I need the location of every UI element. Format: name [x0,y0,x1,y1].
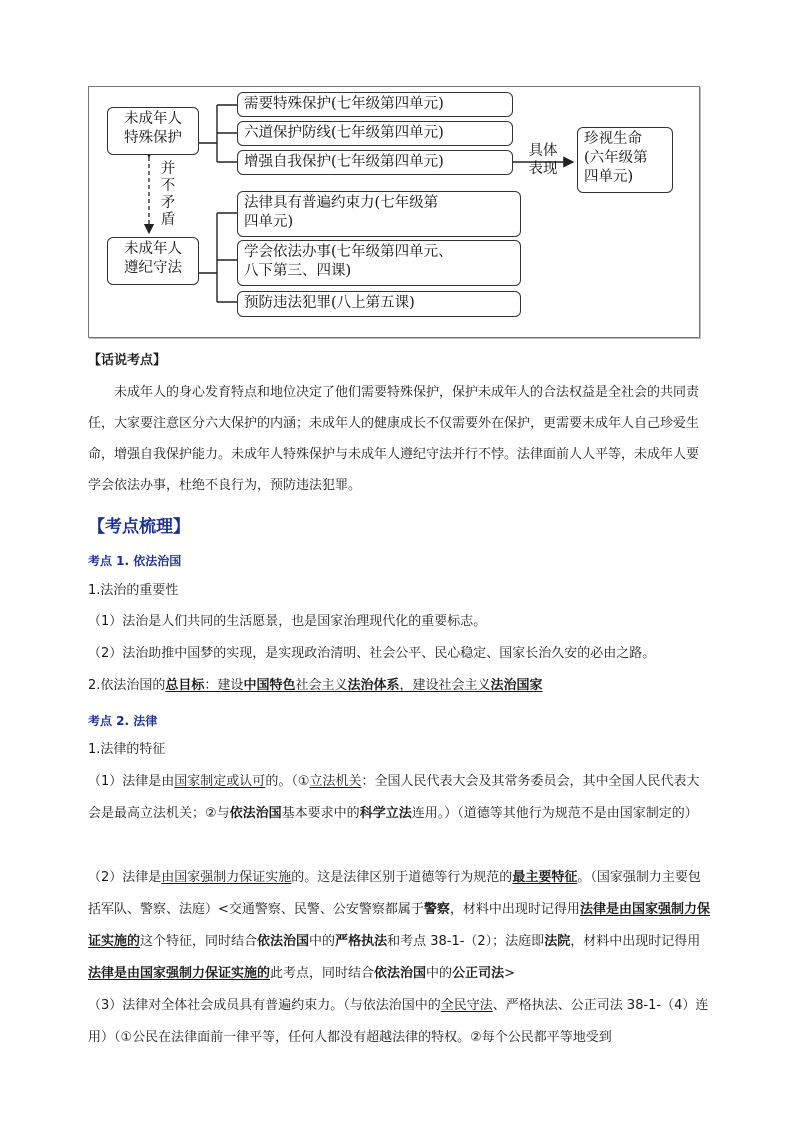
huashuo-heading: 【话说考点】 [88,353,167,368]
overall-goal: 2.依法治国的总目标：建设中国特色社会主义法治体系，建设社会主义法治国家 [88,678,543,693]
specific-manifestation-label: 具体 表现 [528,143,558,177]
node-special-protection: 未成年人 特殊保护 [107,107,199,155]
law-feature-3: （3）法律对全体社会成员具有普遍约束力。（与依法治国中的全民守法、严格执法、公正司法 38-1-（4）连用）（①公民在法律面前一律平等，任何人都没有超越法律的特权。②每个公民都平等地受到 [88,998,709,1045]
concept-diagram [88,86,700,338]
node-act-by-law: 学会依法办事(七年级第四单元、 八下第三、四课) [237,240,521,286]
point-1-1: （1）法治是人们共同的生活愿景，也是国家治理现代化的重要标志。 [88,614,487,629]
node-law-binding: 法律具有普遍约束力(七年级第 四单元) [237,191,521,237]
node-prevent-crime: 预防违法犯罪(八上第五课) [237,291,521,317]
point-1-2: （2）法治助推中国梦的实现，是实现政治清明、社会公平、民心稳定、国家长治久安的必由之路。 [88,646,656,661]
rule-of-law-importance: 1.法治的重要性 [88,583,179,598]
top-bracket [199,105,237,162]
kaodian-2-title: 考点 2. 法律 [88,714,158,728]
kaodian-1-title: 考点 1. 依法治国 [88,554,182,568]
huashuo-paragraph: 未成年人的身心发育特点和地位决定了他们需要特殊保护，保护未成年人的合法权益是全社会的共同责任，大家要注意区分六大保护的内涵；未成年人的健康成长不仅需要外在保护，更需要未成年人自己珍爱生命，增强自我保护能力。未成年人特殊保护与未成年人遵纪守法并行不悖。法律面前人人平等，未成年人要学会依法办事，杜绝不良行为，预防违法犯罪。 [88,385,700,493]
bottom-bracket [199,213,237,302]
section-title: 【考点梳理】 [88,517,190,537]
node-six-protection-lines: 六道保护防线(七年级第四单元) [237,121,513,146]
law-features: 1.法律的特征 [88,742,166,757]
law-feature-2: （2）法律是由国家强制力保证实施的。这是法律区别于道德等行为规范的最主要特征。（国家强制力主要包括军队、警察、法庭）<交通警察、民警、公安警察都属于警察，材料中出现时记得用法律是由国家强制力保证实施的这个特征，同时结合依法治国中的严格执法和考点 38-1-（2）；法庭即法院，材料中出现时记得用法律是由国家强制力保证实施的此考点，同时结合依法治国中的公正司法> [88,870,710,981]
node-law-abiding: 未成年人 遵纪守法 [107,237,199,285]
node-need-special-protection: 需要特殊保护(七年级第四单元) [237,92,513,117]
not-contradictory-label: 并不矛盾 [160,161,176,228]
node-cherish-life: 珍视生命 (六年级第 四单元) [577,127,673,193]
law-feature-1: （1）法律是由国家制定或认可的。（①立法机关：全国人民代表大会及其常务委员会，其中全国人民代表大会是最高立法机关；②与依法治国基本要求中的科学立法连用。）（道德等其他行为规范不是由国家制定的） [88,774,700,821]
node-self-protection: 增强自我保护(七年级第四单元) [237,150,513,175]
